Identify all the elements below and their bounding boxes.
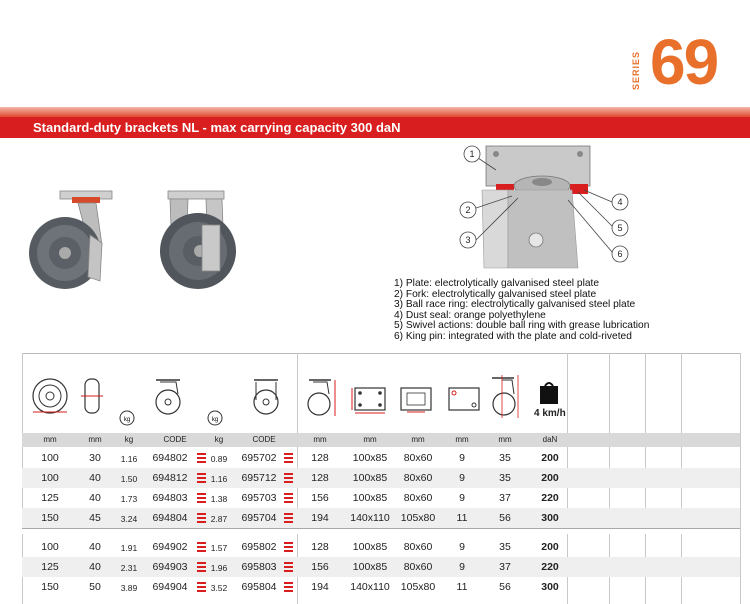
table-cell: 0.89: [210, 454, 228, 464]
table-cell: 40: [89, 472, 101, 484]
series-label: SERIES: [631, 50, 641, 90]
table-cell: 40: [89, 561, 101, 573]
table-cell: 3.24: [120, 514, 138, 524]
spec-item: 1) Plate: electrolytically galvanised steel plate: [394, 278, 599, 289]
table-cell: 695802: [241, 541, 277, 553]
table-cell: 9: [459, 561, 465, 573]
diagram-label-1: 1: [469, 149, 475, 159]
table-cell: 695703: [241, 492, 277, 504]
spec-item: 3) Ball race ring: electrolytically galvanised steel plate: [394, 299, 636, 311]
red-marker-icon: [197, 513, 206, 523]
spec-item: 2) Fork: electrolytically galvanised steel plate: [394, 288, 597, 300]
table-cell: 50: [89, 581, 101, 593]
series-number: 69: [650, 26, 718, 98]
red-marker-icon: [197, 582, 206, 592]
table-cell: 9: [459, 492, 465, 504]
table-cell: 37: [499, 561, 511, 573]
wheel-width-icon: [79, 376, 105, 416]
table-cell: 100: [41, 472, 59, 484]
table-cell: 9: [459, 472, 465, 484]
table-cell: 300: [541, 581, 559, 593]
table-cell: 35: [499, 452, 511, 464]
speed-label: 4 km/h: [534, 408, 566, 419]
table-cell: 35: [499, 472, 511, 484]
table-cell: 35: [499, 541, 511, 553]
table-cell: 695712: [241, 472, 277, 484]
diagram-label-3: 3: [465, 235, 471, 245]
table-cell: 1.91: [120, 543, 138, 553]
spec-item: 5) Swivel actions: double ball ring with grease lubrication: [394, 320, 650, 332]
product-photos: [20, 185, 260, 295]
red-marker-icon: [284, 473, 293, 483]
table-cell: 194: [311, 581, 329, 593]
plate-dimensions-icon: [351, 384, 389, 414]
unit-cell: mm: [43, 435, 57, 444]
table-cell: 2.87: [210, 514, 228, 524]
table-cell: 694902: [152, 541, 188, 553]
bolt-hole-spacing-icon: [397, 384, 435, 414]
table-cell: 194: [311, 512, 329, 524]
table-cell: 80x60: [403, 541, 433, 553]
header-rule: [0, 107, 750, 117]
table-cell: 3.89: [120, 583, 138, 593]
table-cell: 200: [541, 472, 559, 484]
table-cell: 100x85: [352, 541, 388, 553]
table-cell: 80x60: [403, 561, 433, 573]
table-cell: 80x60: [403, 492, 433, 504]
table-cell: 1.50: [120, 474, 138, 484]
table-cell: 694812: [152, 472, 188, 484]
table-cell: 1.38: [210, 494, 228, 504]
table-cell: 694804: [152, 512, 188, 524]
table-cell: 695803: [241, 561, 277, 573]
unit-cell: mm: [455, 435, 469, 444]
unit-cell: daN: [542, 435, 558, 444]
table-cell: 100x85: [352, 472, 388, 484]
spec-list: [394, 279, 649, 343]
table-row: [22, 468, 740, 488]
diagram-label-4: 4: [617, 197, 623, 207]
red-marker-icon: [284, 582, 293, 592]
table-cell: 100x85: [352, 561, 388, 573]
red-marker-icon: [197, 473, 206, 483]
table-cell: 105x80: [400, 512, 436, 524]
table-cell: 128: [311, 472, 329, 484]
unit-cell: CODE: [163, 435, 187, 444]
table-cell: 56: [499, 512, 511, 524]
table-cell: 220: [541, 561, 559, 573]
table-cell: 100: [41, 541, 59, 553]
fixed-castor-image: [160, 191, 236, 289]
table-cell: 694904: [152, 581, 188, 593]
col-divider: [740, 353, 741, 604]
table-cell: 200: [541, 452, 559, 464]
table-cell: 40: [89, 541, 101, 553]
table-cell: 80x60: [403, 452, 433, 464]
wheel-diameter-icon: [30, 376, 70, 416]
table-cell: 56: [499, 581, 511, 593]
unit-cell: mm: [498, 435, 512, 444]
table-cell: 11: [456, 581, 468, 593]
unit-cell: mm: [411, 435, 425, 444]
table-cell: 1.57: [210, 543, 228, 553]
table-cell: 80x60: [403, 472, 433, 484]
red-marker-icon: [197, 562, 206, 572]
table-row: [22, 448, 740, 468]
fixed-castor-icon: [248, 376, 284, 418]
table-cell: 100: [41, 452, 59, 464]
table-cell: 1.16: [120, 454, 138, 464]
swivel-offset-icon: [488, 374, 524, 420]
swivel-castor-icon: [150, 376, 186, 418]
diagram-label-6: 6: [617, 249, 623, 259]
table-cell: 9: [459, 452, 465, 464]
table-cell: 11: [456, 512, 468, 524]
table-cell: 140x110: [350, 512, 390, 524]
table-cell: 695704: [241, 512, 277, 524]
weight-icon: [207, 410, 223, 426]
table-row: [22, 488, 740, 508]
spec-item: 6) King pin: integrated with the plate and cold-riveted: [394, 330, 632, 342]
table-cell: 694903: [152, 561, 188, 573]
unit-cell: mm: [313, 435, 327, 444]
table-cell: 150: [41, 581, 59, 593]
red-marker-icon: [284, 562, 293, 572]
table-cell: 2.31: [120, 563, 138, 573]
red-marker-icon: [284, 542, 293, 552]
group-separator: [22, 528, 740, 534]
table-cell: 156: [311, 492, 329, 504]
table-cell: 128: [311, 541, 329, 553]
table-row: [22, 577, 740, 597]
table-cell: 45: [89, 512, 101, 524]
units-row: [22, 433, 740, 447]
red-marker-icon: [197, 453, 206, 463]
table-cell: 37: [499, 492, 511, 504]
unit-cell: mm: [363, 435, 377, 444]
table-cell: 125: [41, 492, 59, 504]
table-cell: 220: [541, 492, 559, 504]
table-cell: 100x85: [352, 452, 388, 464]
diagram-label-5: 5: [617, 223, 623, 233]
table-cell: 125: [41, 561, 59, 573]
table-cell: 200: [541, 541, 559, 553]
unit-cell: kg: [124, 435, 134, 444]
diagram-label-2: 2: [465, 205, 471, 215]
unit-cell: mm: [88, 435, 102, 444]
table-cell: 100x85: [352, 492, 388, 504]
table-cell: 9: [459, 541, 465, 553]
table-cell: 1.96: [210, 563, 228, 573]
table-row: [22, 508, 740, 528]
table-top-border: [22, 353, 740, 354]
table-cell: 30: [89, 452, 101, 464]
red-marker-icon: [284, 453, 293, 463]
table-cell: 695804: [241, 581, 277, 593]
red-marker-icon: [197, 542, 206, 552]
table-cell: 3.52: [210, 583, 228, 593]
unit-cell: CODE: [252, 435, 276, 444]
table-cell: 150: [41, 512, 59, 524]
spec-item: 4) Dust seal: orange polyethylene: [394, 309, 546, 321]
exploded-diagram: [452, 140, 652, 270]
overall-height-icon: [303, 376, 339, 420]
bolt-hole-diameter-icon: [445, 384, 483, 414]
swivel-castor-image: [29, 191, 112, 289]
table-cell: 40: [89, 492, 101, 504]
table-cell: 694803: [152, 492, 188, 504]
red-marker-icon: [197, 493, 206, 503]
table-row: [22, 537, 740, 557]
page-title: Standard-duty brackets NL - max carrying capacity 300 daN: [0, 117, 750, 138]
table-cell: 156: [311, 561, 329, 573]
table-cell: 140x110: [350, 581, 390, 593]
svg-text:kg: kg: [211, 417, 219, 423]
red-marker-icon: [284, 493, 293, 503]
table-row: [22, 557, 740, 577]
svg-text:kg: kg: [123, 417, 131, 423]
unit-cell: kg: [214, 435, 224, 444]
table-cell: 1.73: [120, 494, 138, 504]
table-cell: 128: [311, 452, 329, 464]
weight-icon: [119, 410, 135, 426]
table-cell: 694802: [152, 452, 188, 464]
load-capacity-icon: [538, 380, 560, 406]
table-cell: 1.16: [210, 474, 228, 484]
table-cell: 695702: [241, 452, 277, 464]
table-cell: 105x80: [400, 581, 436, 593]
table-cell: 300: [541, 512, 559, 524]
red-marker-icon: [284, 513, 293, 523]
